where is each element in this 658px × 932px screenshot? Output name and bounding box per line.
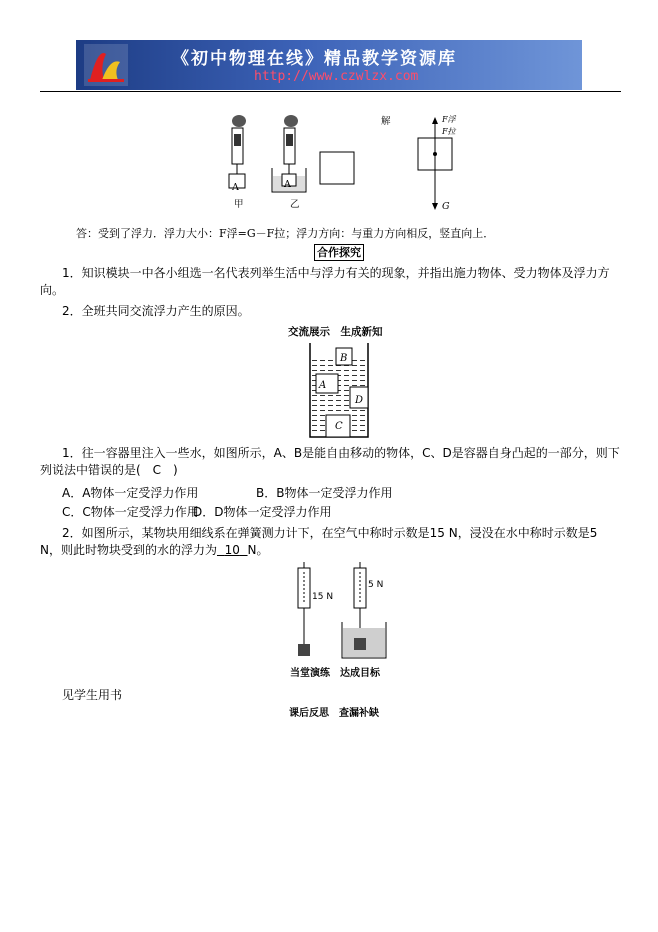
question-2-unit: N。 bbox=[247, 543, 269, 557]
header-banner bbox=[76, 40, 582, 90]
fig1-label-jia: 甲 bbox=[234, 199, 244, 210]
reflection-title: 课后反思 查漏补缺 bbox=[289, 708, 379, 719]
question-2-stem: 2．如图所示，某物块用细线系在弹簧测力计下，在空气中称时示数是15 N，浸没在水中称时示数是5 N，则此时物块受到的水的浮力为 bbox=[40, 526, 598, 557]
figure-spring-scale bbox=[220, 112, 470, 216]
banner-url[interactable]: http://www.czwlzx.com bbox=[254, 69, 419, 84]
student-book-note: 见学生用书 bbox=[62, 688, 123, 702]
item-2: 2．全班共同交流浮力产生的原因。 bbox=[62, 304, 250, 318]
question-2-answer-value: 10 bbox=[224, 543, 240, 557]
exchange-title: 交流展示 生成新知 bbox=[288, 326, 383, 338]
fig1-label-yi: 乙 bbox=[290, 199, 300, 210]
fig3-reading-left: 15 N bbox=[312, 592, 334, 602]
fig1-block-label-right: A bbox=[284, 179, 291, 190]
question-1-stem: 1．往一容器里注入一些水，如图所示，A、B是能自由移动的物体，C、D是容器自身凸起的一部分，则下列说法中错误的是( C ) bbox=[40, 446, 620, 477]
logo-icon bbox=[84, 44, 128, 86]
fig1-force-up-2: F拉 bbox=[442, 127, 456, 136]
container-label-c: C bbox=[335, 421, 343, 432]
fig3-reading-right: 5 N bbox=[368, 580, 384, 590]
banner-title: 《初中物理在线》精品教学资源库 bbox=[172, 49, 457, 69]
container-label-b: B bbox=[340, 353, 348, 364]
question-1-option-c: C．C物体一定受浮力作用 bbox=[62, 505, 199, 519]
question-1-option-a: A．A物体一定受浮力作用 bbox=[62, 486, 199, 500]
container-label-d: D bbox=[355, 395, 364, 406]
item-1: 1．知识模块一中各小组选一名代表列举生活中与浮力有关的现象，并指出施力物体、受力物体及浮力方向。 bbox=[40, 266, 610, 297]
fig1-force-up-1: F浮 bbox=[442, 115, 456, 124]
question-1-option-b: B．B物体一定受浮力作用 bbox=[256, 486, 393, 500]
fig1-force-down: G bbox=[442, 201, 450, 212]
container-label-a: A bbox=[319, 380, 327, 391]
sunflower-icon bbox=[562, 42, 582, 90]
question-1-option-d: D．D物体一定受浮力作用 bbox=[193, 505, 332, 519]
section-title: 合作探究 bbox=[314, 244, 364, 261]
question-2 bbox=[40, 525, 622, 559]
header-rule bbox=[40, 91, 621, 92]
fig1-label-jie: 解 bbox=[381, 116, 391, 127]
answer-line: 答：受到了浮力．浮力大小：F浮=G－F拉；浮力方向：与重力方向相反，竖直向上． bbox=[76, 227, 495, 240]
figure-buoyancy-measure bbox=[290, 562, 400, 662]
fig1-block-label-left: A bbox=[232, 182, 239, 193]
question-2-answer bbox=[217, 543, 248, 557]
practice-title: 当堂演练 达成目标 bbox=[290, 668, 380, 679]
